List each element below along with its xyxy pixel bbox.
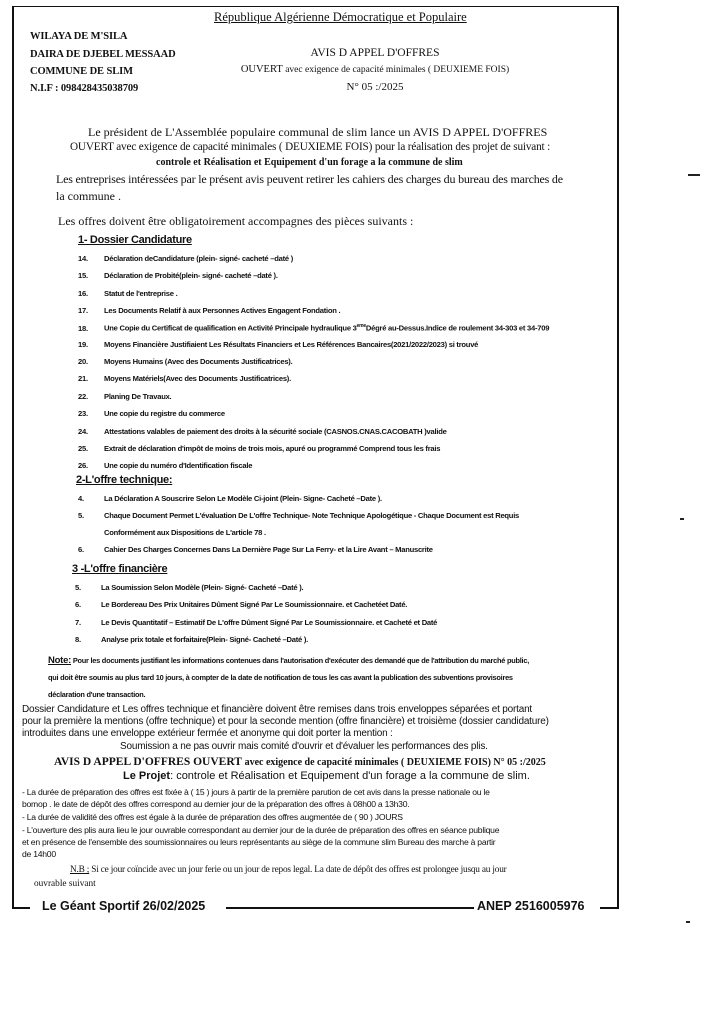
list-item-text: Extrait de déclaration d'impôt de moins de trois mois, apuré ou programmé Comprend tous les frais bbox=[104, 444, 441, 453]
list-item bbox=[78, 444, 440, 453]
nb-label: N.B ; bbox=[70, 865, 90, 875]
nif-label: N.I.F : 098428435038709 bbox=[30, 83, 139, 94]
footer-anep: ANEP 2516005976 bbox=[477, 899, 585, 913]
intro-line-1: Le président de L'Assemblée populaire communal de slim lance un AVIS D APPEL D'OFFRES bbox=[88, 125, 548, 139]
intro-pieces: Les offres doivent être obligatoirement accompagnes des pièces suivants : bbox=[58, 214, 414, 228]
nb-text-1: Si ce jour coïncide avec un jour ferie ou un jour de repos legal. La date de dépôt des offres est prolongee jusqu au jour bbox=[89, 865, 507, 875]
conditions-line-5: et en présence de l'ensemble des soumissionnaires ou leurs représentants au siège de la commune slim Bureau des marche à partir bbox=[22, 837, 496, 847]
list-item bbox=[78, 511, 519, 520]
list-item-text: Déclaration de Probité(plein- signé- cacheté –daté ). bbox=[104, 271, 278, 280]
intro-line-2: OUVERT avec exigence de capacité minimales ( DEUXIEME FOIS) pour la réalisation des projet de suivant : bbox=[70, 141, 551, 153]
list-item-superscript: eme bbox=[356, 323, 366, 329]
recap-title bbox=[54, 756, 546, 768]
list-item-text: Attestations valables de paiement des droits à la sécurité sociale (CASNOS.CNAS.CACOBATH )valide bbox=[104, 427, 447, 436]
list-item-number: 18. bbox=[78, 323, 88, 333]
list-item-text: Analyse prix totale et forfaitaire(Plein- Signé- Cacheté –Daté ). bbox=[101, 635, 308, 644]
intro-line-4: la commune . bbox=[56, 189, 121, 203]
note-label: Note: bbox=[48, 655, 72, 666]
list-item bbox=[78, 374, 291, 383]
list-item-number: 17. bbox=[78, 306, 88, 315]
note-text-1: Pour les documents justifiant les informations contenues dans l'autorisation d'exécuter des demandé que de l'attribution du marché public, bbox=[71, 656, 530, 665]
list-item-text: Une Copie du Certificat de qualification en Activité Principale hydraulique 3 bbox=[104, 323, 357, 333]
note-line-3: déclaration d'une transaction. bbox=[48, 690, 146, 699]
list-item bbox=[78, 392, 171, 401]
intro-project: controle et Réalisation et Equipement d'un forage a la commune de slim bbox=[156, 157, 463, 168]
list-item-number: 25. bbox=[78, 444, 88, 453]
footer-rule-left bbox=[12, 907, 30, 909]
list-item-number: 14. bbox=[78, 254, 88, 263]
list-item-number: 22. bbox=[78, 392, 88, 401]
list-item-number: 6. bbox=[78, 545, 84, 554]
envelopes-line-2: pour la première la mentions (offre technique) et pour la seconde mention (offre financière) et troisième (dossier candidature) bbox=[22, 716, 549, 727]
conditions-line-4: - L'ouverture des plis aura lieu le jour ouvrable correspondant au dernier jour de la durée de préparation des offres en séance publique bbox=[22, 825, 500, 835]
list-item-number: 15. bbox=[78, 271, 88, 280]
scan-mark bbox=[686, 921, 690, 923]
list-item-number: 23. bbox=[78, 409, 88, 418]
list-item bbox=[78, 409, 225, 418]
section-offre-technique-title: 2-L'offre technique: bbox=[76, 474, 173, 486]
envelopes-line-1: Dossier Candidature et Les offres technique et financière doivent être remises dans trois enveloppes séparées et portant bbox=[22, 704, 533, 715]
list-item bbox=[78, 357, 292, 366]
list-item bbox=[78, 289, 177, 298]
notice-number: N° 05 :/2025 bbox=[346, 81, 404, 93]
list-item-text-cont: Dégré au-Dessus.Indice de roulement 34-303 et 34-709 bbox=[365, 323, 550, 333]
nb-line-2: ouvrable suivant bbox=[34, 879, 96, 889]
scan-mark bbox=[688, 174, 700, 176]
republic-title: République Algérienne Démocratique et Populaire bbox=[214, 10, 467, 24]
notice-subtitle-ouvert: OUVERT bbox=[240, 64, 283, 75]
footer-rule-middle bbox=[226, 907, 474, 909]
list-item-number: 19. bbox=[78, 340, 88, 349]
list-item-text: Les Documents Relatif à aux Personnes Actives Engagent Fondation . bbox=[104, 306, 341, 315]
daira-label: DAIRA DE DJEBEL MESSAAD bbox=[30, 49, 176, 60]
conditions-line-2: bomop . le date de dépôt des offres correspond au dernier jour de la préparation des offres à 08h00 a 13h30. bbox=[22, 799, 410, 809]
list-item bbox=[78, 254, 293, 263]
list-item-text: Chaque Document Permet L'évaluation De L'offre Technique- Note Technique Apologétique - Chaque Document est Requis bbox=[104, 511, 520, 520]
list-item bbox=[78, 461, 252, 470]
list-item-number: 4. bbox=[78, 494, 84, 503]
scan-mark bbox=[680, 518, 684, 520]
recap-title-rest: avec exigence de capacité minimales ( DEUXIEME FOIS) N° 05 :/2025 bbox=[244, 757, 546, 768]
list-item-number: 6. bbox=[75, 600, 81, 609]
recap-project-text: : controle et Réalisation et Equipement d'un forage a la commune de slim. bbox=[170, 770, 530, 782]
notice-subtitle bbox=[200, 64, 550, 75]
footer-newspaper: Le Géant Sportif 26/02/2025 bbox=[42, 899, 206, 913]
list-item-text: Le Bordereau Des Prix Unitaires Dûment Signé Par Le Soumissionnaire. et Cachetéet Daté. bbox=[101, 600, 408, 609]
footer-rule-right bbox=[600, 907, 617, 909]
list-item-number: 26. bbox=[78, 461, 88, 470]
list-item-number: 7. bbox=[75, 618, 81, 627]
list-item bbox=[78, 545, 433, 554]
conditions-line-3: - La durée de validité des offres est égale à la durée de préparation des offres augmentée de ( 90 ) JOURS bbox=[22, 812, 403, 822]
conditions-line-1: - La durée de préparation des offres est fixée à ( 15 ) jours à partir de la première parution de cet avis dans la presse nationale ou le bbox=[22, 787, 490, 797]
list-item bbox=[78, 323, 549, 333]
recap-title-bold: AVIS D APPEL D'OFFRES OUVERT bbox=[54, 756, 242, 768]
envelopes-line-4: Soumission a ne pas ouvrir mais comité d'ouvrir et d'évaluer les performances des plis. bbox=[120, 741, 488, 752]
list-item-text: Le Devis Quantitatif – Estimatif De L'offre Dûment Signé Par Le Soumissionnaire. et Cacheté et Daté bbox=[101, 618, 438, 627]
list-item-number: 8. bbox=[75, 635, 81, 644]
list-item-number: 5. bbox=[78, 511, 84, 520]
list-item-text: Une copie du registre du commerce bbox=[104, 409, 225, 418]
wilaya-label: WILAYA DE M'SILA bbox=[30, 31, 128, 42]
list-item-text: Cahier Des Charges Concernes Dans La Dernière Page Sur La Ferry- et la Lire Avant – Manuscrite bbox=[104, 545, 433, 554]
section-offre-financiere-title: 3 -L'offre financière bbox=[72, 563, 168, 575]
list-item bbox=[75, 583, 303, 592]
list-item bbox=[78, 340, 478, 349]
list-item bbox=[78, 271, 278, 280]
envelopes-line-3: introduites dans une enveloppe extérieur fermée et anonyme qui doit porter la mention : bbox=[22, 728, 393, 739]
recap-project bbox=[123, 770, 530, 782]
list-item bbox=[75, 635, 308, 644]
list-item-number: 24. bbox=[78, 427, 88, 436]
list-item bbox=[78, 427, 447, 436]
list-item-text: La Déclaration A Souscrire Selon Le Modèle Ci-joint (Plein- Signe- Cacheté –Date ). bbox=[104, 494, 382, 503]
recap-project-label: Le Projet bbox=[123, 770, 171, 782]
commune-label: COMMUNE DE SLIM bbox=[30, 66, 133, 77]
list-item-number: 20. bbox=[78, 357, 88, 366]
conditions-line-6: de 14h00 bbox=[22, 849, 56, 859]
list-item-text: Déclaration deCandidature (plein- signé- cacheté –daté ) bbox=[104, 254, 293, 263]
list-item-number: 5. bbox=[75, 583, 81, 592]
list-item bbox=[78, 494, 382, 503]
notice-subtitle-rest: avec exigence de capacité minimales ( DEUXIEME FOIS) bbox=[285, 65, 510, 75]
list-item-text: Moyens Financière Justifiaient Les Résultats Financiers et Les Références Bancaires(2021/2022/2023) si trouvé bbox=[104, 340, 479, 349]
list-item-text: Statut de l'entreprise . bbox=[104, 289, 178, 298]
note-line-2: qui doit être soumis au plus tard 10 jours, à compter de la date de notification de tous les cas avant la publication des subventions provisoires bbox=[48, 673, 513, 682]
list-item-number: 21. bbox=[78, 374, 88, 383]
nb-line-1 bbox=[70, 865, 507, 875]
note-line-1 bbox=[48, 655, 529, 666]
list-item bbox=[78, 306, 340, 315]
list-item bbox=[75, 600, 407, 609]
list-item-number: 16. bbox=[78, 289, 88, 298]
list-item bbox=[75, 618, 437, 627]
intro-line-3: Les entreprises intéressées par le présent avis peuvent retirer les cahiers des charges du bureau des marches de bbox=[56, 172, 563, 186]
list-item-text: Moyens Humains (Avec des Documents Justificatrices). bbox=[104, 357, 293, 366]
list-item-continuation: Conformément aux Dispositions de L'article 78 . bbox=[104, 528, 266, 537]
list-item-text: La Soumission Selon Modèle (Plein- Signé- Cacheté –Daté ). bbox=[101, 583, 304, 592]
list-item-text: Planing De Travaux. bbox=[104, 392, 172, 401]
section-dossier-candidature-title: 1- Dossier Candidature bbox=[78, 234, 192, 246]
list-item-text: Moyens Matériels(Avec des Documents Justificatrices). bbox=[104, 374, 291, 383]
notice-title: AVIS D APPEL D'OFFRES bbox=[310, 47, 440, 59]
list-item-text: Une copie du numéro d'Identification fiscale bbox=[104, 461, 253, 470]
